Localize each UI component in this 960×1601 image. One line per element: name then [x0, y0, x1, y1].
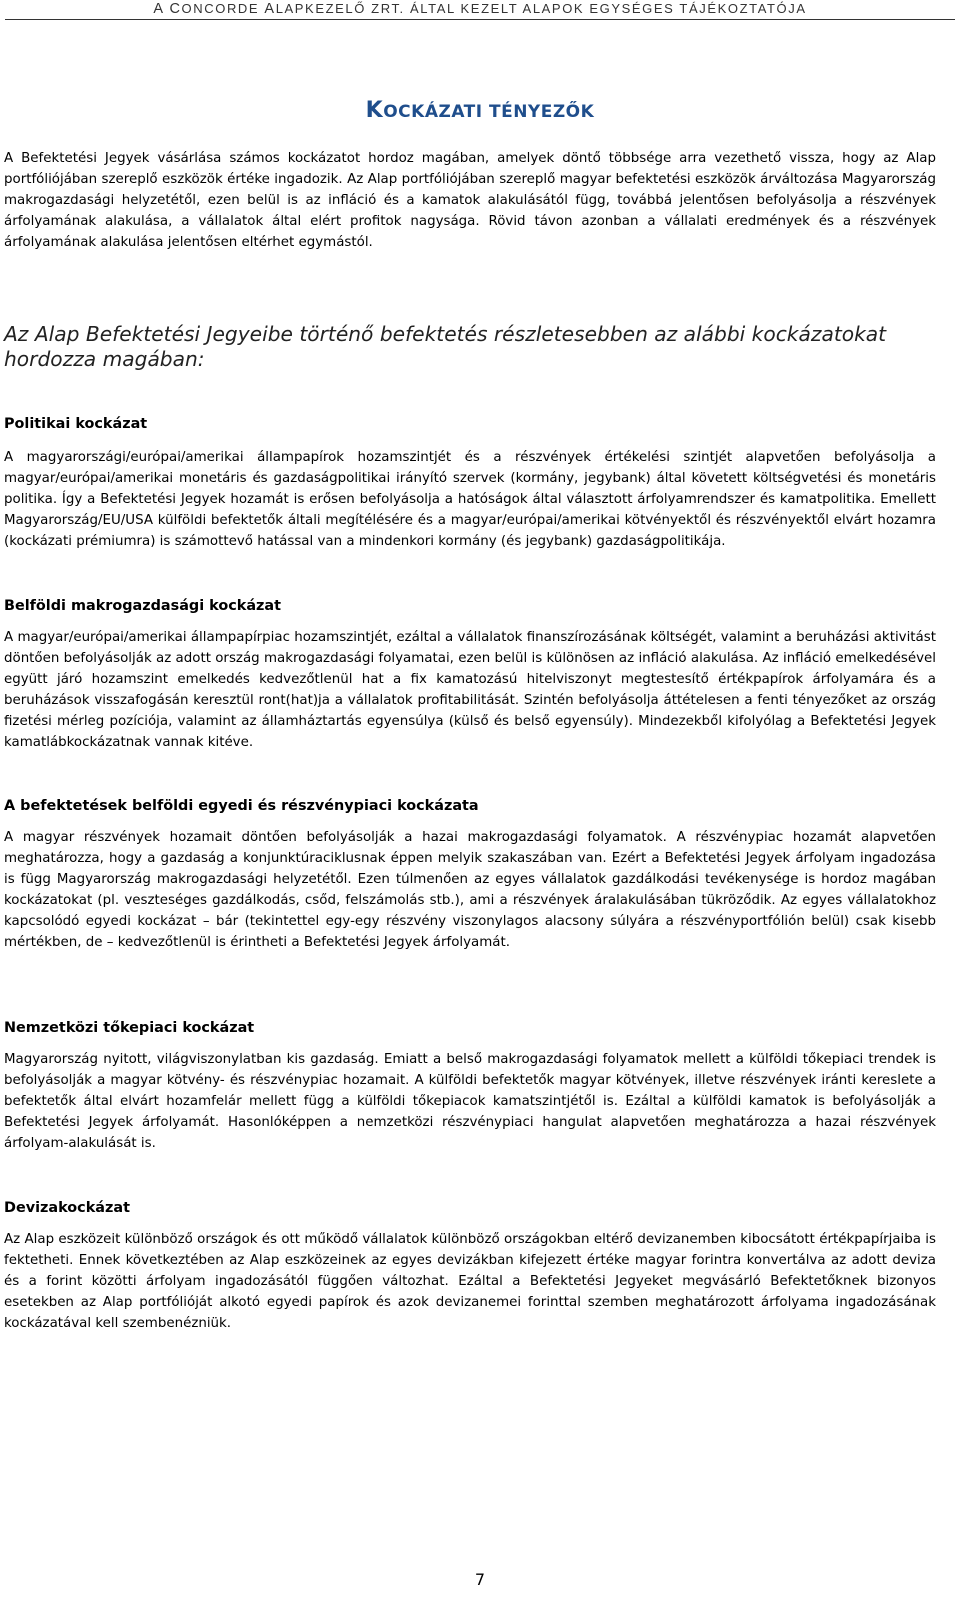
page-title: [0, 98, 960, 123]
section-paragraph: A magyarországi/európai/amerikai állampapírok hozamszintjét és a részvények értékelési szintjét alapvetően befolyásolja a magyar/európai/amerikai monetáris és gazdaságpolitikai irányító szervek (kormány, jegybank) által követett költségvetési és monetáris politika. Így a Befektetési Jegyek hozamát is erősen befolyásolja a hatóságok által választott árfolyamrendszer és kamatpolitika. Emellett Magyarország/EU/USA külföldi befektetők általi megítélésére és a magyar/európai/amerikai kötvényektől és részvényektől elvárt hozamra (kockázati prémiumra) is számottevő hatással van a mindenkori kormány (és jegybank) gazdaságpolitikája.: [4, 450, 936, 549]
running-header-part: A: [264, 1, 276, 17]
section-heading: Belföldi makrogazdasági kockázat: [4, 598, 282, 614]
section-heading: Nemzetközi tőkepiaci kockázat: [4, 1020, 255, 1036]
section-paragraph: A magyar/európai/amerikai állampapírpiac hozamszintjét, ezáltal a vállalatok finanszírozásának költségét, valamint a beruházási aktivitást döntően befolyásolják az adott ország makrogazdasági folyamatai, ezen belül is különösen az infláció alakulása. Az infláció emelkedésével együtt járó hozamszint emelkedés kedvezőtlenül hat a fix kamatozású hitelviszonyt megtestesítő értékpapírok árfolyamára és a beruházások visszafogásán keresztül ront(hat)ja a vállalatok profitabilitását. Szintén befolyásolja áttételesen a fenti tényezőket az ország fizetési mérleg pozíciója, valamint az államháztartás egyensúlya (külső és belső egyensúly). Mindezekből kifolyólag a Befektetési Jegyek kamatlábkockázatnak vannak kitéve.: [4, 630, 936, 750]
intro-paragraph: A Befektetési Jegyek vásárlása számos kockázatot hordoz magában, amelyek döntő többsége arra vezethető vissza, hogy az Alap portfóliójában szereplő eszközök értéke ingadozik. Az Alap portfóliójában szereplő magyar befektetési eszközök árváltozása Magyarország makrogazdasági helyzetétől, ezen belül is az infláció és a kamatok alakulásától függ, továbbá jelentősen befolyásolja a részvények árfolyamának alakulása, a vállalatok által elért profitok nagysága. Rövid távon azonban a vállalati eredmények és a részvények árfolyamának alakulása jelentősen eltérhet egymástól.: [4, 151, 936, 250]
running-header-part: LAPKEZELŐ ZRT. ÁLTAL KEZELT ALAPOK EGYSÉGES TÁJÉKOZTATÓJA: [275, 1, 807, 16]
section-paragraph: A magyar részvények hozamait döntően befolyásolják a hazai makrogazdasági folyamatok. A részvénypiac hozamát alapvetően meghatározza, hogy a gazdaság a konjunktúraciklusnak éppen melyik szakaszában van. Ezért a Befektetési Jegyek árfolyam ingadozása is függ Magyarország makrogazdasági helyzetétől. Ezen túlmenően az egyes vállalatok gazdálkodási tevékenysége is hordoz magában kockázatokat (pl. veszteséges gazdálkodás, csőd, felszámolás stb.), ami a részvények áralakulásában tükröződik. Az egyes vállalatokhoz kapcsolódó egyedi kockázat – bár (tekintettel egy-egy részvény viszonylagos alacsony súlyára a részvényportfólión belül) csak kisebb mértékben, de – kedvezőtlenül is érintheti a Befektetési Jegyek árfolyamát.: [4, 830, 936, 950]
intro-block: [4, 148, 936, 253]
page-number: 7: [474, 1570, 486, 1589]
section-international-capital-market-risk: [4, 1018, 936, 1154]
section-paragraph: Magyarország nyitott, világviszonylatban kis gazdaság. Emiatt a belső makrogazdasági folyamatok mellett a külföldi tőkepiaci trendek is befolyásolják a magyar kötvény- és részvénypiac hozamait. A külföldi befektetők magyar kötvények, illetve részvények iránti kereslete a befektetők által elvárt hozamfelár mellett függ a külföldi tőkepiacok kamatszintjétől is. Ezáltal a külföldi kamatok is befolyásolják a Befektetési Jegyek árfolyamát. Hasonlóképpen a nemzetközi részvénypiaci hangulat alapvetően meghatározza a hazai részvények árfolyam-alakulását is.: [4, 1052, 936, 1151]
running-header-part: A C: [153, 1, 182, 17]
page-title-initial: K: [365, 98, 384, 123]
header-divider: [5, 19, 955, 20]
section-political-risk: [4, 414, 936, 552]
section-heading: Politikai kockázat: [4, 416, 148, 432]
section-domestic-macro-risk: [4, 596, 936, 753]
page-title-rest: OCKÁZATI TÉNYEZŐK: [383, 102, 595, 122]
section-equity-market-risk: [4, 796, 936, 953]
risk-intro-statement: Az Alap Befektetési Jegyeibe történő befektetés részletesebben az alábbi kockázatokat hordozza magában:: [4, 322, 887, 371]
section-heading: A befektetések belföldi egyedi és részvénypiaci kockázata: [4, 798, 479, 814]
running-header-part: ONCORDE: [181, 1, 265, 16]
section-paragraph: Az Alap eszközeit különböző országok és ott működő vállalatok különböző országokban eltérő devizanemben kibocsátott értékpapírjaiba is fektetheti. Ennek következtében az Alap eszközeinek az egyes devizákban kifejezett értéke magyar forintra konvertálva az adott deviza és a forint közötti árfolyam ingadozásától függően változhat. Ezáltal a Befektetési Jegyeket megvásárló Befektetőknek bizonyos esetekben az Alap portfólióját alkotó egyedi papírok és azok devizanemei forinttal szemben meghatározott árfolyama ingadozásának kockázatával kell szembenézniük.: [4, 1232, 936, 1331]
running-header: [0, 1, 960, 17]
section-heading: Devizakockázat: [4, 1200, 130, 1216]
section-currency-risk: [4, 1198, 936, 1334]
